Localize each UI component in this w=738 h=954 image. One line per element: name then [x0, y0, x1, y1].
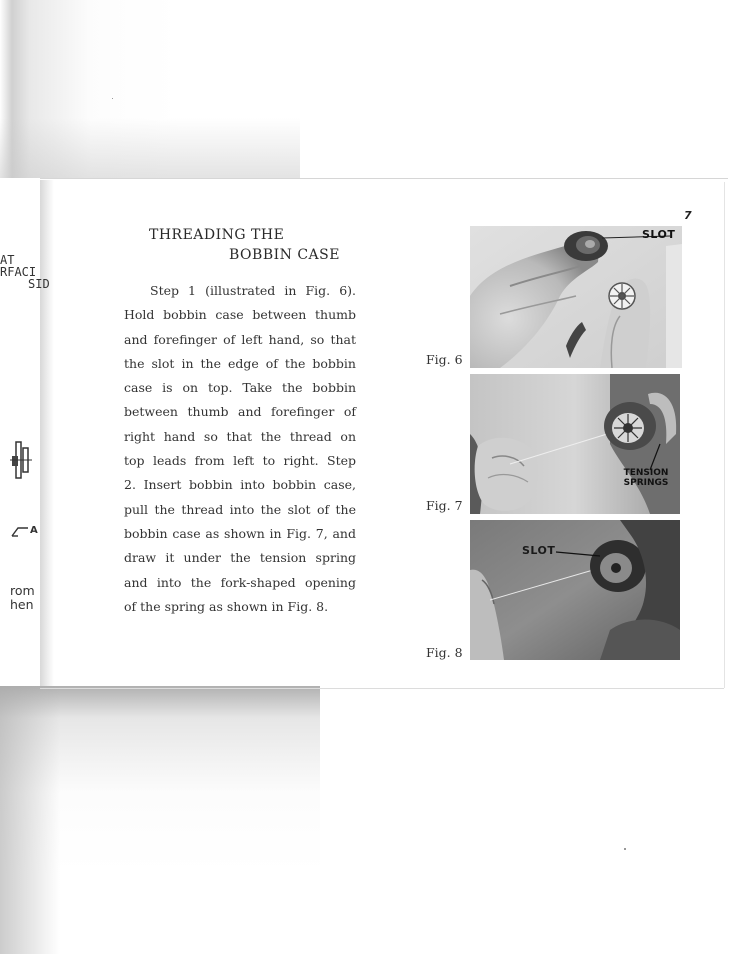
body-line: right hand so that the thread on: [124, 428, 356, 444]
page-gutter: [40, 180, 54, 686]
fragment-diagram-icon: [8, 440, 36, 480]
body-line: bobbin case as shown in Fig. 7, and: [124, 525, 356, 541]
body-line: top leads from left to right. Step: [124, 453, 356, 469]
figure-6-label: Fig. 6: [426, 352, 463, 367]
fragment-line-4: rom: [10, 583, 35, 598]
figure-7-callout-line1: TENSION: [623, 468, 669, 478]
fragment-line-2: RFACI: [0, 265, 37, 279]
heading-line-1: THREADING THE: [149, 227, 285, 243]
fragment-label-a: A: [30, 525, 38, 536]
body-line: and forefinger of left hand, so that: [124, 331, 356, 347]
figure-7-callout-line2: SPRINGS: [623, 478, 669, 488]
page-number: 7: [684, 209, 692, 222]
page-edge-bottom: [40, 688, 724, 689]
scan-shadow-top: [0, 0, 300, 178]
body-line: of the spring as shown in Fig. 8.: [124, 598, 329, 614]
scan-speck: [624, 848, 626, 850]
fragment-arrow-icon: [10, 524, 30, 538]
fragment-line-3: SID: [28, 277, 50, 291]
instruction-paragraph: [124, 279, 356, 619]
page-edge-top: [40, 178, 728, 179]
body-line: 2. Insert bobbin into bobbin case,: [124, 477, 356, 493]
body-line: and into the fork-shaped opening: [124, 574, 356, 590]
body-line: between thumb and forefinger of: [124, 404, 356, 420]
body-line: case is on top. Take the bobbin: [124, 380, 356, 396]
scan-shadow-bottom: [0, 686, 320, 954]
figure-7-label: Fig. 7: [426, 498, 463, 513]
figure-8-label: Fig. 8: [426, 645, 463, 660]
body-line: Step 1 (illustrated in Fig. 6).: [150, 283, 356, 298]
body-line: Hold bobbin case between thumb: [124, 307, 356, 323]
body-line: the slot in the edge of the bobbin: [124, 355, 356, 371]
scan-speck: [112, 98, 113, 99]
figure-8-callout: SLOT: [522, 544, 556, 557]
figure-8-photo: [470, 520, 680, 660]
fragment-line-1: AT: [0, 253, 15, 267]
body-line: draw it under the tension spring: [124, 550, 356, 566]
page-edge-right: [724, 182, 725, 688]
heading-line-2: BOBBIN CASE: [229, 247, 340, 263]
figure-7-photo: [470, 374, 680, 514]
figure-6-photo: [470, 226, 682, 368]
fragment-line-5: hen: [10, 597, 34, 612]
figure-7-callout: [614, 468, 678, 488]
body-line: pull the thread into the slot of the: [124, 501, 356, 517]
figure-6-callout: SLOT: [642, 228, 676, 241]
